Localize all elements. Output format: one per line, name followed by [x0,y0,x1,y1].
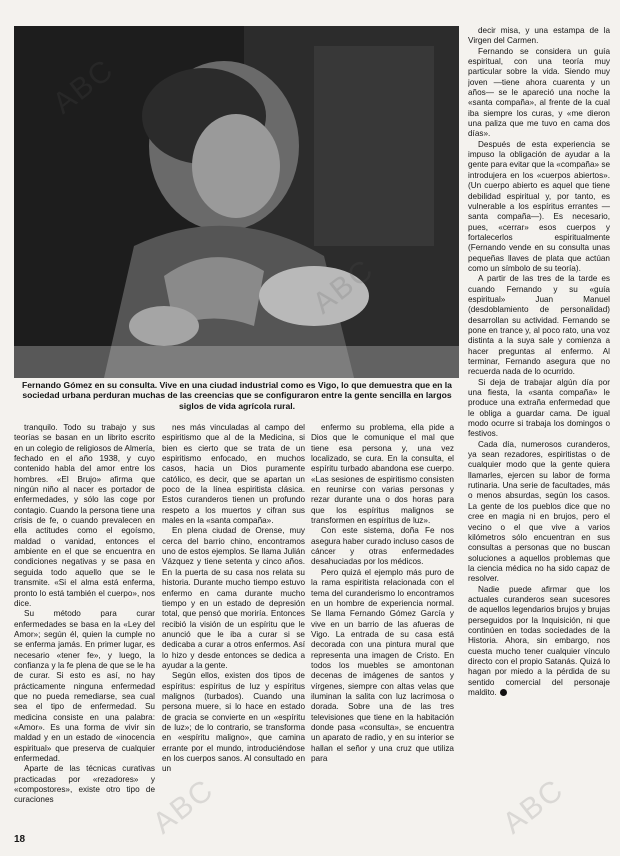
article-column-1 [14,423,155,831]
paragraph: Cada día, numerosos curanderos, ya sean rezadores, espiritistas o de cualquier modo que la gente quiera llamarles, ejercen su labor de forma rutinaria. Una serie de facultades, más o menos absurdas, según los casos. La gente de los pueblos dice que no cree en magia ni en brujos, pero el vecino o el que vive a varios kilómetros sólo encuentran en sus consultas a personas que no buscan soluciones a aquellos problemas que la ciencia médica no ha sido capaz de resolver. [468,439,610,584]
paragraph: Con este sistema, doña Fe nos asegura haber curado incluso casos de cáncer y otras enfermedades desahuciadas por los médicos. [311,526,454,567]
paragraph: nes más vinculadas al campo del espiritismo que al de la Medicina, si bien es cierto que se trata de un espiritismo enfocado, en muchos casos, hacia un Dios puramente católico, es decir, que se apartan un poco de la línea espiritista clásica. Estos curanderos tienen un profundo respeto a los muertos y cifran sus males en la «santa compaña». [162,423,305,526]
paragraph: decir misa, y una estampa de la Virgen del Carmen. [468,26,610,46]
paragraph: Si deja de trabajar algún día por una fiesta, la «santa compaña» le produce una extraña enfermedad que le obliga a guardar cama. De igual modo ocurre si trabaja los domingos o festivos. [468,377,610,439]
paragraph: Fernando se considera un guía espiritual, con una teoría muy particular sobre la vida. Siendo muy joven —tiene ahora cuarenta y un años— se le apareció una noche la «santa compaña», al frente de la cual iba siempre los curas, y «me dieron una paliza que me tuvo en cama dos días». [468,46,610,139]
paragraph: tranquilo. Todo su trabajo y sus teorías se basan en un librito escrito en un colegio de religiosos de Almería, fechado en el año 1938, y cuyo contenido habla del amor entre los hombres. «El Brujo» afirma que ningún niño al nacer es portador de enfermedades, y sólo las coge por contagio. Cuando la persona tiene una crisis de fe, o cuando prevalecen en ella actitudes como el egoísmo, maldad o vanidad, entonces el ambiente en el que se encuentra en condiciones negativas y se pasa en seguida todo aquello que se le transmite. «Si el alma está enferma, pronto lo está también el cuerpo», nos dice. [14,423,155,608]
abc-watermark: ABC [146,772,221,841]
photo-illustration [14,26,459,378]
paragraph: En plena ciudad de Orense, muy cerca del barrio chino, encontramos uno de estos ejemplos. Se llama Julián Vázquez y tiene setenta y cinco años. En la puerta de su casa nos relata su historia. Durante mucho tiempo estuvo enfermo en cama durante mucho tiempo y en un estado de depresión total, que pensó que moriría. Entonces recibió la visión de un espíritu que le anunció que le iba a curar si se dedicaba a curar a otros enfermos. Así lo hizo y desde entonces se dedica a ayudar a la gente. [162,526,305,670]
paragraph-text: Nadie puede afirmar que los actuales curanderos sean sucesores de aquellos legendarios brujos y brujas perseguidos por la Inquisición, ni que continúen en todas sociedades de la Historia. Ahora, sin embargo, nos cuesta mucho tener cualquier vínculo directo con el propio Satanás. Quizá lo hagan por miedo a la pérdida de su sentido comercial del personaje maldito. [468,584,610,697]
paragraph: Aparte de las técnicas curativas practicadas por «rezadores» y «compostores», existe otro tipo de curaciones [14,764,155,805]
paragraph: Su método para curar enfermedades se basa en la «Ley del Amor»; según él, quien la cumple no se enferma jamás. En primer lugar, es necesario «tener fe», y luego, la confianza y la fe plena de que se le ha de curar. Si esto es así, no hay prácticamente ninguna enfermedad que no pueda remediarse, sea cual sea el tipo de enfermedad. Su medicina consiste en una palabra: «Amor». Es una forma de vivir sin maldad y en un estado de «inocencia espiritual» que preserva de cualquier enfermedad. [14,609,155,763]
article-column-4 [468,26,610,848]
paragraph: Según ellos, existen dos tipos de espíritus: espíritus de luz y espíritus malignos (turbados). Cuando una persona muere, si lo hace en estado de gracia se convierte en un «espíritu de luz»; de lo contrario, se transforma en «espíritu maligno», que camina errante por el mundo, introduciéndose en los cuerpos sanos. Al consultado en un [162,671,305,774]
paragraph: enfermo su problema, ella pide a Dios que le comunique el mal que tiene esa persona y, una vez localizado, se cura. En la consulta, el espíritu turbado abandona ese cuerpo. «Las sesiones de espiritismo consisten en reunirse con varias personas y rezar durante una o dos horas para que los espíritus malignos se transformen en espíritus de luz». [311,423,454,526]
paragraph: Después de esta experiencia se impuso la obligación de ayudar a la gente para evitar que la «compaña» se introdujera en los «cuerpos abiertos». (Un cuerpo abierto es aquel que tiene debilidad espiritual y, por tanto, es vulnerable a los espíritus errantes —santa compaña—). Es necesario, pues, «cerrar» esos cuerpos y fortalecerlos espiritualmente (Fernando vende en su consulta unas pequeñas llaves de plata que actúan como un símbolo de su teoría). [468,139,610,273]
end-of-article-mark [500,689,507,696]
photo-caption: Fernando Gómez en su consulta. Vive en una ciudad industrial como es Vigo, lo que demuestra que en la sociedad urbana perduran muchas de las creencias que se configuraron entre la gente sencilla en largos siglos de vida agrícola rural. [22,380,452,411]
abc-watermark: ABC [496,772,571,841]
paragraph: Pero quizá el ejemplo más puro de la rama espiritista relacionada con el tema del curanderismo lo encontramos en un hombre de experiencia normal. Se llama Fernando Gómez García y vive en un barrio de las afueras de Vigo. La entrada de su casa está decorada con una pintura mural que representa una imagen de Cristo. En todos los muebles se amontonan decenas de imágenes de santos y vírgenes, siempre con altas velas que iluminan la salita con luz lacrimosa o dorada. Sobre una de las tres televisiones que tiene en la habitación donde pasa «consulta», se encuentra un aparato de radio, y en su interior se hallan el señor y una cruz que utiliza para [311,567,454,763]
page-number: 18 [14,834,26,845]
article-column-2 [162,423,305,841]
paragraph [468,585,610,699]
consultation-photo [14,26,459,378]
article-column-3 [311,423,454,841]
paragraph: A partir de las tres de la tarde es cuando Fernando y su «guía espiritual» Juan Manuel (desdoblamiento de personalidad) desarrollan su actividad. Fernando se pone en trance y, al poco rato, una voz distinta a la suya sale y comienza a hacer preguntas al enfermo. Al terminar, Fernando asegura que no recuerda nada de lo ocurrido. [468,274,610,377]
